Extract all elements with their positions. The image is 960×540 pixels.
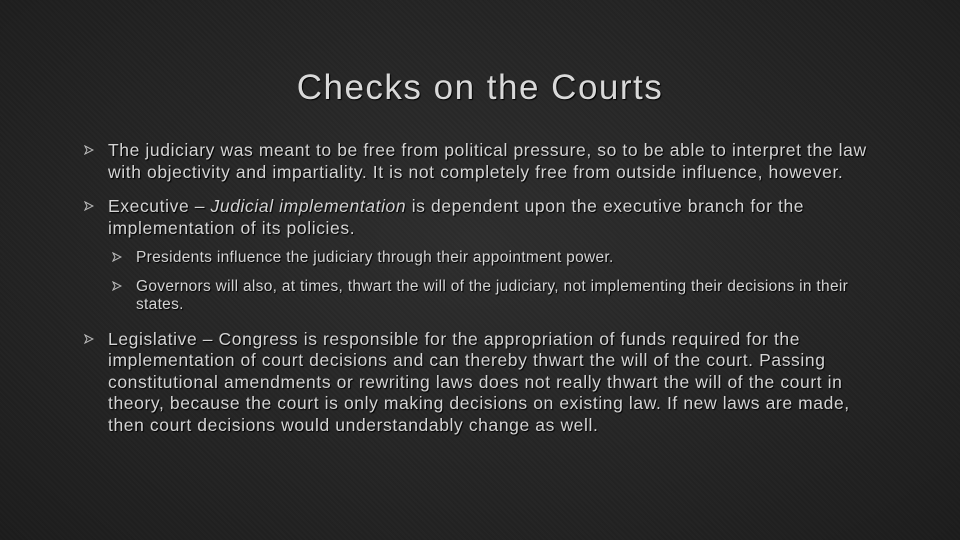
- bullet-item: [84, 140, 884, 183]
- diamond-arrow-icon: [112, 252, 122, 262]
- sub-bullet-text: Presidents influence the judiciary through their appointment power.: [136, 249, 614, 266]
- slide-title: Checks on the Courts: [296, 68, 664, 107]
- bullet-text: Legislative – Congress is responsible for the appropriation of funds required for the implementation of court decisions and can thereby thwart the will of the court. Passing constitutional amendments or rewriting laws does not really thwart the will of the court in theory, because the court is only making decisions on existing law. If new laws are made, then court decisions would understandably change as well.: [108, 328, 850, 435]
- sub-bullet-text: Governors will also, at times, thwart the will of the judiciary, not implementing their decisions in their states.: [136, 277, 849, 313]
- bullet-list: [84, 140, 884, 449]
- bullet-text-prefix: Executive –: [108, 196, 211, 216]
- diamond-arrow-icon: [84, 201, 94, 211]
- bullet-item: [84, 196, 884, 239]
- bullet-text-suffix: is dependent upon the executive branch for the implementation of its policies.: [108, 196, 805, 238]
- diamond-arrow-icon: [112, 281, 122, 291]
- sub-bullet-item: [112, 278, 884, 315]
- sub-bullet-item: [112, 249, 884, 268]
- diamond-arrow-icon: [84, 145, 94, 155]
- bullet-text-emphasis: Judicial implementation: [210, 196, 407, 216]
- diamond-arrow-icon: [84, 334, 94, 344]
- bullet-text: The judiciary was meant to be free from political pressure, so to be able to interpret the law with objectivity and impartiality. It is not completely free from outside influence, however.: [108, 140, 867, 182]
- bullet-item: [84, 329, 884, 437]
